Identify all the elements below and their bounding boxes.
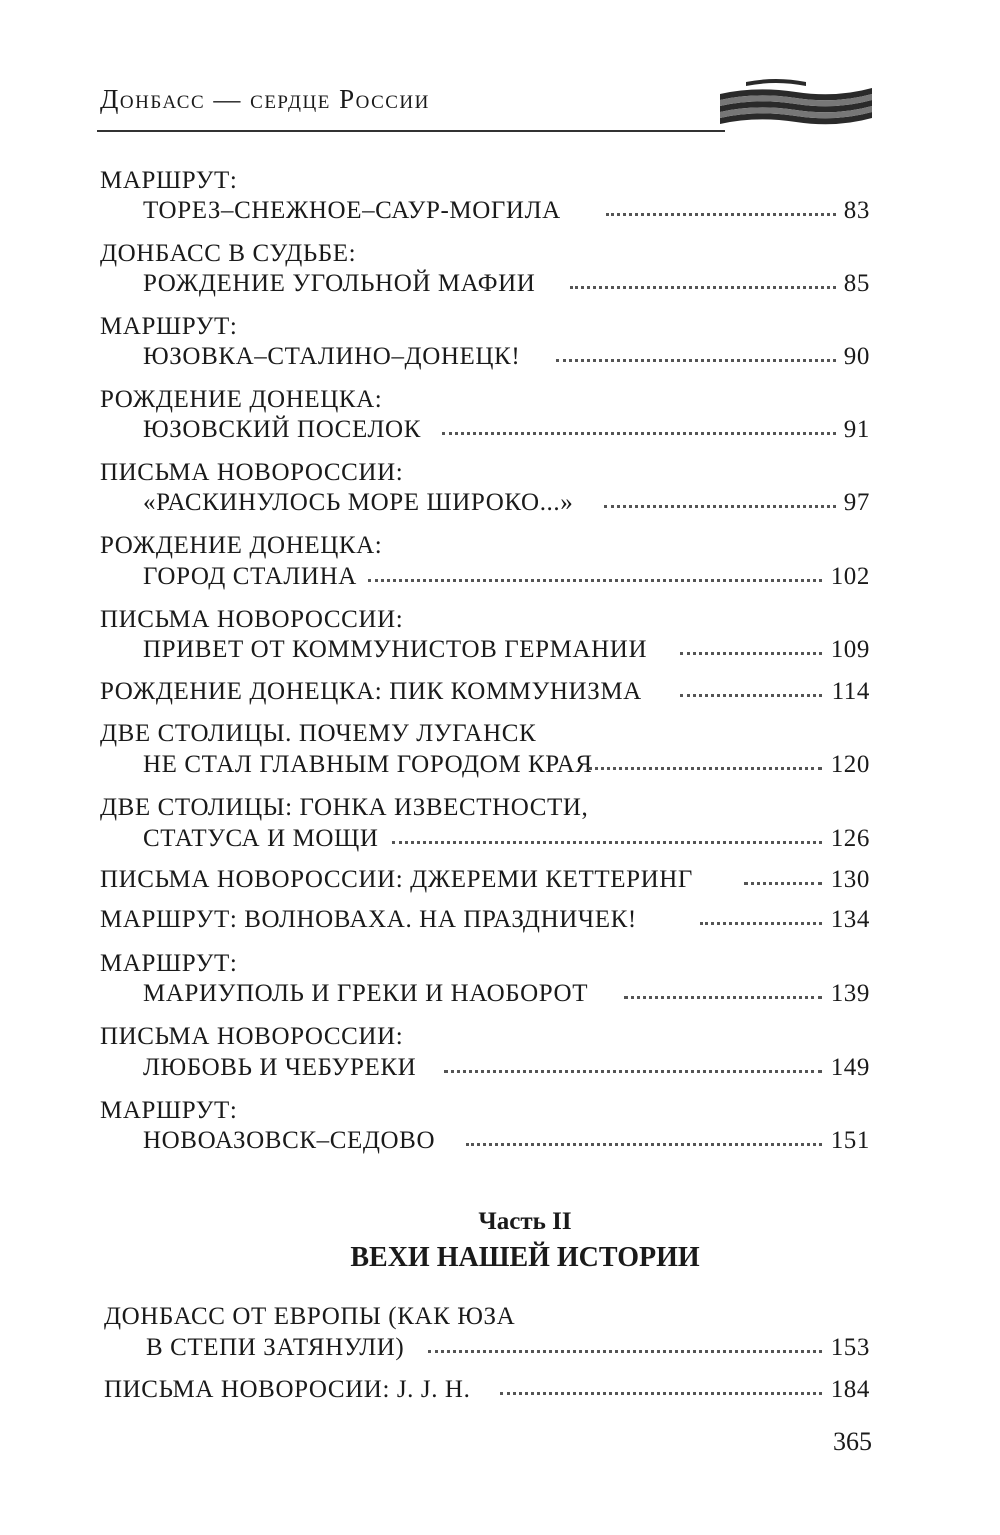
toc-page-number: 130 bbox=[830, 866, 870, 893]
toc-entry-heading bbox=[0, 606, 1000, 640]
toc-page-number: 85 bbox=[843, 270, 870, 297]
toc-page-number: 109 bbox=[830, 636, 870, 663]
toc-entry-heading bbox=[0, 386, 1000, 420]
leader-dots bbox=[428, 1350, 822, 1353]
toc-page-number: 102 bbox=[830, 563, 870, 590]
toc-page-number: 114 bbox=[831, 678, 870, 705]
toc-title-text: НЕ СТАЛ ГЛАВНЫМ ГОРОДОМ КРАЯ bbox=[143, 751, 593, 778]
toc-heading-text: РОЖДЕНИЕ ДОНЕЦКА: bbox=[100, 532, 383, 559]
toc-entry bbox=[0, 906, 1000, 940]
toc-page-number: 90 bbox=[843, 343, 870, 370]
toc-title-text: МАРШРУТ: ВОЛНОВАХА. НА ПРАЗДНИЧЕК! bbox=[100, 906, 637, 933]
leader-dots bbox=[680, 694, 822, 697]
toc-title-text: ЮЗОВСКИЙ ПОСЕЛОК bbox=[143, 416, 421, 443]
leader-dots bbox=[606, 213, 836, 216]
toc-entry bbox=[0, 1054, 1000, 1088]
toc-title-text: ПИСЬМА НОВОРОСИИ: J. J. H. bbox=[104, 1376, 471, 1403]
toc-entry-heading bbox=[0, 720, 1000, 754]
toc-entry-heading bbox=[0, 1023, 1000, 1057]
toc-page-number: 153 bbox=[830, 1334, 870, 1361]
toc-page-number: 184 bbox=[830, 1376, 870, 1403]
toc-entry bbox=[0, 980, 1000, 1014]
toc-heading-text: МАРШРУТ: bbox=[100, 1097, 238, 1124]
toc-entry bbox=[0, 678, 1000, 712]
toc-title-text: ПИСЬМА НОВОРОССИИ: ДЖЕРЕМИ КЕТТЕРИНГ bbox=[100, 866, 693, 893]
toc-entry bbox=[0, 1127, 1000, 1161]
toc-page-number: 126 bbox=[830, 825, 870, 852]
toc-entry-heading bbox=[0, 950, 1000, 984]
leader-dots bbox=[444, 1070, 822, 1073]
toc-title-text: «РАСКИНУЛОСЬ МОРЕ ШИРОКО...» bbox=[143, 489, 574, 516]
toc-page-number: 120 bbox=[830, 751, 870, 778]
toc-entry bbox=[0, 270, 1000, 304]
toc-page-number: 139 bbox=[830, 980, 870, 1007]
leader-dots bbox=[368, 579, 822, 582]
toc-heading-text: ПИСЬМА НОВОРОССИИ: bbox=[100, 1023, 404, 1050]
toc-entry-heading bbox=[0, 1303, 1000, 1337]
toc-title-text: ТОРЕЗ–СНЕЖНОЕ–САУР-МОГИЛА bbox=[143, 197, 561, 224]
toc-entry bbox=[0, 197, 1000, 231]
toc-title-text: МАРИУПОЛЬ И ГРЕКИ И НАОБОРОТ bbox=[143, 980, 589, 1007]
toc-entry-heading bbox=[0, 459, 1000, 493]
toc-heading-text: МАРШРУТ: bbox=[100, 313, 238, 340]
toc-page-number: 83 bbox=[843, 197, 870, 224]
toc-title-text: СТАТУСА И МОЩИ bbox=[143, 825, 379, 852]
toc-heading-text: ДОНБАСС В СУДЬБЕ: bbox=[100, 240, 357, 267]
toc-entry-heading bbox=[0, 1097, 1000, 1131]
leader-dots bbox=[392, 841, 822, 844]
toc-title-text: ЛЮБОВЬ И ЧЕБУРЕКИ bbox=[143, 1054, 417, 1081]
toc-title-text: ПРИВЕТ ОТ КОММУНИСТОВ ГЕРМАНИИ bbox=[143, 636, 648, 663]
part-label: Часть II bbox=[478, 1208, 572, 1235]
toc-title-text: ГОРОД СТАЛИНА bbox=[143, 563, 357, 590]
toc-entry bbox=[0, 489, 1000, 523]
leader-dots bbox=[604, 505, 836, 508]
leader-dots bbox=[680, 652, 822, 655]
toc-title-text: РОЖДЕНИЕ УГОЛЬНОЙ МАФИИ bbox=[143, 270, 536, 297]
leader-dots bbox=[624, 996, 822, 999]
page-number: 365 bbox=[833, 1427, 872, 1456]
toc-entry bbox=[0, 416, 1000, 450]
leader-dots bbox=[500, 1392, 822, 1395]
toc-title-text: В СТЕПИ ЗАТЯНУЛИ) bbox=[146, 1334, 405, 1361]
toc-entry bbox=[0, 825, 1000, 859]
toc-entry bbox=[0, 751, 1000, 785]
leader-dots bbox=[442, 432, 836, 435]
toc-entry-heading bbox=[0, 240, 1000, 274]
running-header: Донбасс — сердце России bbox=[100, 84, 430, 114]
leader-dots bbox=[588, 767, 822, 770]
toc-heading-text: ПИСЬМА НОВОРОССИИ: bbox=[100, 606, 404, 633]
toc-page-number: 91 bbox=[843, 416, 870, 443]
toc-heading-text: ДВЕ СТОЛИЦЫ. ПОЧЕМУ ЛУГАНСК bbox=[100, 720, 537, 747]
toc-page-number: 151 bbox=[830, 1127, 870, 1154]
toc-entry-heading bbox=[0, 313, 1000, 347]
toc-entry-heading bbox=[0, 794, 1000, 828]
toc-title-text: РОЖДЕНИЕ ДОНЕЦКА: ПИК КОММУНИЗМА bbox=[100, 678, 642, 705]
toc-heading-text: ДВЕ СТОЛИЦЫ: ГОНКА ИЗВЕСТНОСТИ, bbox=[100, 794, 589, 821]
toc-entry bbox=[0, 866, 1000, 900]
toc-heading-text: МАРШРУТ: bbox=[100, 950, 238, 977]
toc-page-number: 134 bbox=[830, 906, 870, 933]
toc-entry bbox=[0, 1376, 1000, 1410]
toc-heading-text: ДОНБАСС ОТ ЕВРОПЫ (КАК ЮЗА bbox=[104, 1303, 516, 1330]
toc-heading-text: ПИСЬМА НОВОРОССИИ: bbox=[100, 459, 404, 486]
leader-dots bbox=[466, 1143, 822, 1146]
toc-heading-text: МАРШРУТ: bbox=[100, 167, 238, 194]
toc-title-text: НОВОАЗОВСК–СЕДОВО bbox=[143, 1127, 436, 1154]
leader-dots bbox=[700, 922, 822, 925]
toc-entry-heading bbox=[0, 167, 1000, 201]
toc-heading-text: РОЖДЕНИЕ ДОНЕЦКА: bbox=[100, 386, 383, 413]
toc-title-text: ЮЗОВКА–СТАЛИНО–ДОНЕЦК! bbox=[143, 343, 521, 370]
toc-entry bbox=[0, 636, 1000, 670]
part-title: ВЕХИ НАШЕЙ ИСТОРИИ bbox=[350, 1242, 700, 1273]
toc-page-number: 97 bbox=[843, 489, 870, 516]
toc-entry bbox=[0, 563, 1000, 597]
toc-entry bbox=[0, 1334, 1000, 1368]
leader-dots bbox=[556, 359, 836, 362]
toc-page-number: 149 bbox=[830, 1054, 870, 1081]
leader-dots bbox=[570, 286, 836, 289]
leader-dots bbox=[744, 882, 822, 885]
toc-entry bbox=[0, 343, 1000, 377]
toc-entry-heading bbox=[0, 532, 1000, 566]
